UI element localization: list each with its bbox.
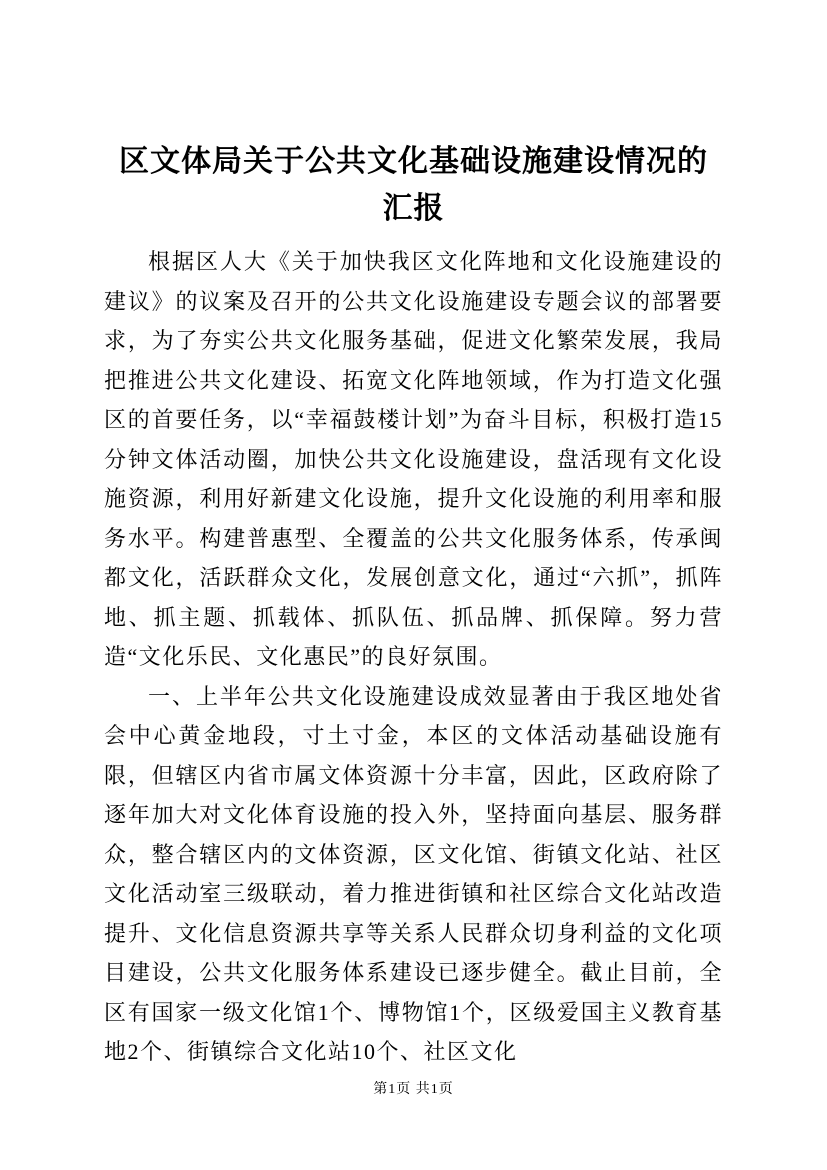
page-number-footer: 第1页 共1页 bbox=[373, 1082, 454, 1097]
document-body bbox=[104, 242, 723, 1072]
paragraph: 一、上半年公共文化设施建设成效显著由于我区地处省会中心黄金地段，寸土寸金，本区的文体活动基础设施有限，但辖区内省市属文体资源十分丰富，因此，区政府除了逐年加大对文化体育设施的投入外，坚持面向基层、服务群众，整合辖区内的文体资源，区文化馆、街镇文化站、社区文化活动室三级联动，着力推进街镇和社区综合文化站改造提升、文化信息资源共享等关系人民群众切身利益的文化项目建设，公共文化服务体系建设已逐步健全。截止目前，全区有国家一级文化馆1个、博物馆1个，区级爱国主义教育基地2个、街镇综合文化站10个、社区文化 bbox=[104, 683, 723, 1064]
document-title: 区文体局关于公共文化基础设施建设情况的汇报 bbox=[119, 145, 708, 225]
paragraph: 根据区人大《关于加快我区文化阵地和文化设施建设的建议》的议案及召开的公共文化设施建设专题会议的部署要求，为了夯实公共文化服务基础，促进文化繁荣发展，我局把推进公共文化建设、拓宽文化阵地领域，作为打造文化强区的首要任务，以“幸福鼓楼计划”为奋斗目标，积极打造15分钟文体活动圈，加快公共文化设施建设，盘活现有文化设施资源，利用好新建文化设施，提升文化设施的利用率和服务水平。构建普惠型、全覆盖的公共文化服务体系，传承闽都文化，活跃群众文化，发展创意文化，通过“六抓”，抓阵地、抓主题、抓载体、抓队伍、抓品牌、抓保障。努力营造“文化乐民、文化惠民”的良好氛围。 bbox=[104, 249, 723, 669]
